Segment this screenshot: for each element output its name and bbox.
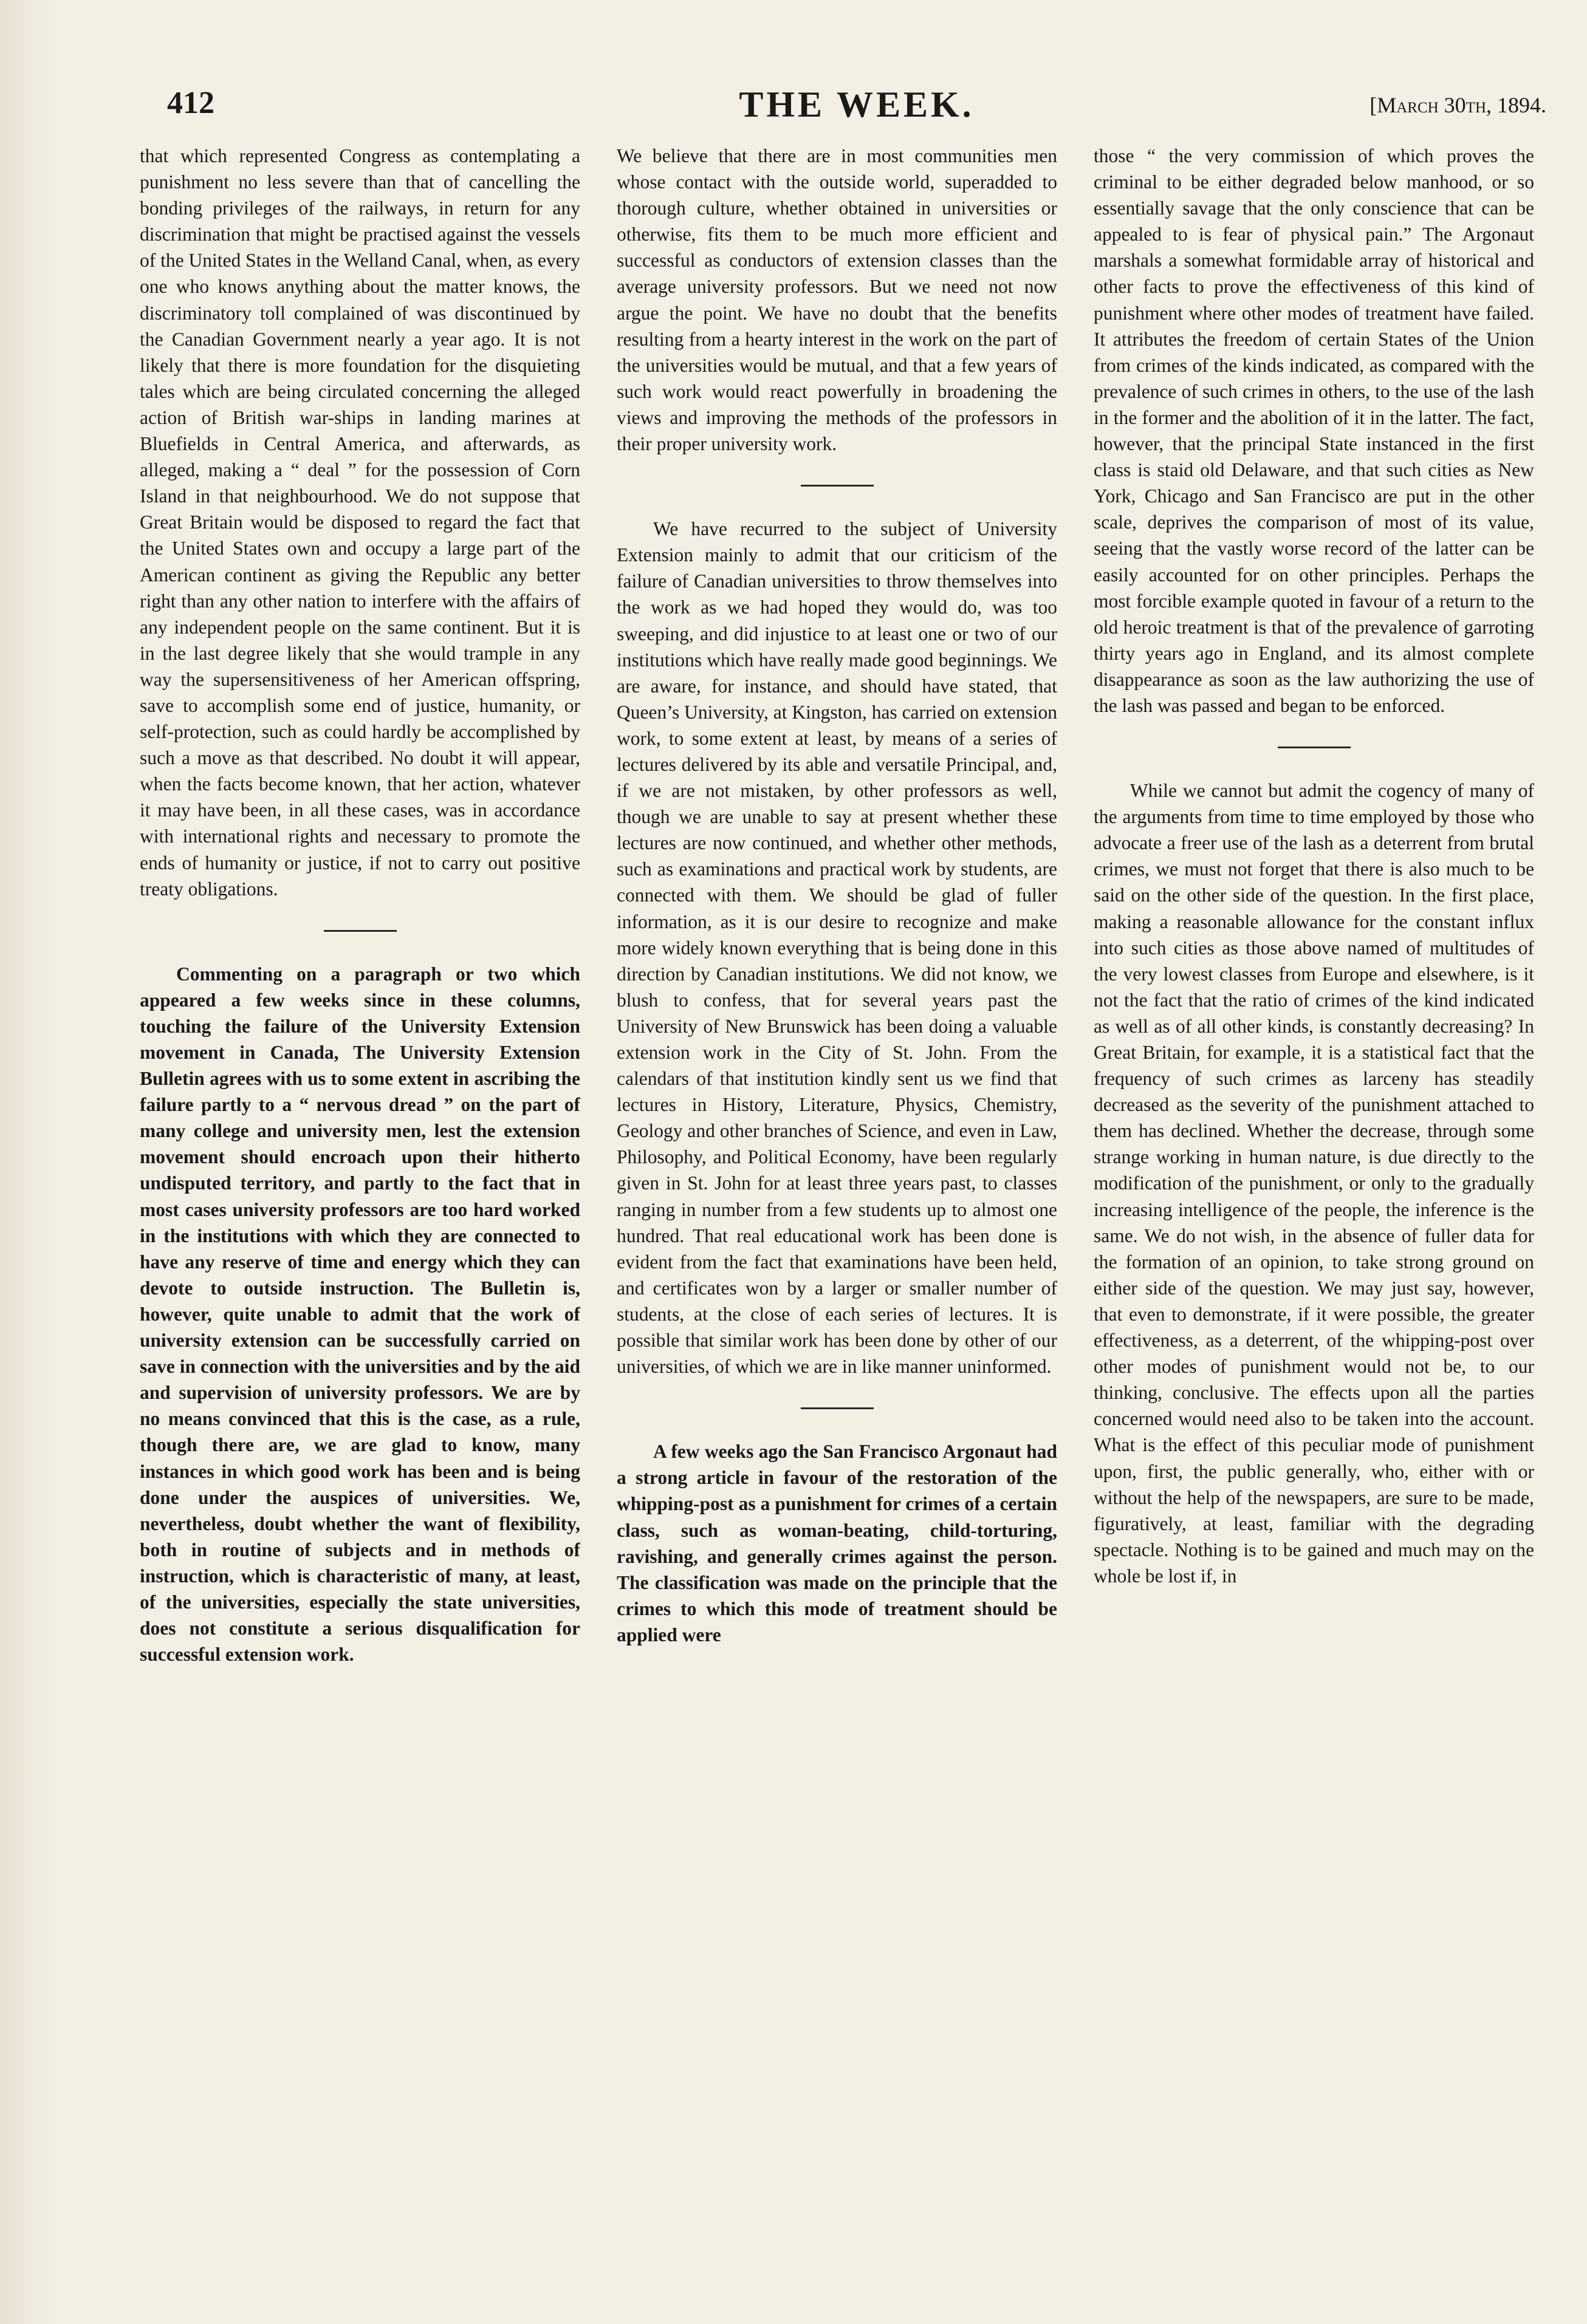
- journal-title: THE WEEK.: [739, 84, 975, 125]
- section-divider: [801, 1407, 874, 1409]
- paragraph-extension-bulletin: Commenting on a paragraph or two which appeared a few weeks since in these columns, touching the failure of the University Extension movement in Canada, The University Extension Bulletin agrees with us to some extent in ascribing the failure partly to a “ nervous dread ” on the part of many college and university men, lest the extension movement should encroach upon their hitherto undisputed territory, and partly to the fact that in most cases university professors are too hard worked in the institutions with which they are connected to have any reserve of time and energy which they can devote to outside instruction. The Bulletin is, however, quite unable to admit that the work of university extension can be successfully carried on save in connection with the universities and by the aid and supervision of university professors. We are by no means convinced that this is the case, as a rule, though there are, we are glad to know, many instances in which good work has been and is being done under the auspices of universities. We, nevertheless, doubt whether the want of flexibility, both in routine of subjects and in methods of instruction, which is characteristic of many, at least, of the universities, especially the state universities, does not constitute a serious disqualification for successful extension work.: [140, 963, 580, 1666]
- article-columns: [140, 143, 1543, 2293]
- column-1: [140, 143, 580, 2293]
- page-margin-shadow: [0, 0, 58, 2324]
- section-divider: [324, 930, 397, 932]
- section-divider: [1278, 747, 1351, 748]
- column-2: [617, 143, 1057, 2293]
- paragraph-argonaut: A few weeks ago the San Francisco Argonaut had a strong article in favour of the restoration of the whipping-post as a punishment for crimes of a certain class, such as woman-beating, child-torturing, ravishing, and generally crimes against the person. The classification was made on the principle that the crimes to which this mode of treatment should be applied were: [617, 1441, 1057, 1646]
- paragraph-communities: We believe that there are in most communities men whose contact with the outside world, superadded to thorough culture, whether obtained in universities or otherwise, fits them to be much more efficient and successful as conductors of extension classes than the average university professors. But we need not now argue the point. We have no doubt that the benefits resulting from a hearty interest in the work on the part of the universities would be mutual, and that a few years of such work would react powerfully in broadening the views and improving the methods of the professors in their proper university work.: [617, 145, 1057, 455]
- section-divider: [801, 485, 874, 487]
- paragraph-lash-argument: those “ the very commission of which proves the criminal to be either degraded below manhood, or so essentially savage that the only conscience that can be appealed to is fear of physical pain.” The Argonaut marshals a somewhat formidable array of historical and other facts to prove the effectiveness of this kind of punishment where other modes of treatment have failed. It attributes the freedom of certain States of the Union from crimes of the kinds indicated, as compared with the prevalence of such crimes in others, to the use of the lash in the former and the abolition of it in the latter. The fact, however, that the principal State instanced in the first class is staid old Delaware, and that such cities as New York, Chicago and San Francisco are put in the other scale, deprives the comparison of most of its value, seeing that the vastly worse record of the latter can be easily accounted for on other principles. Perhaps the most forcible example quoted in favour of a return to the old heroic treatment is that of the prevalence of garroting thirty years ago in England, and its almost complete disappearance as soon as the law authorizing the use of the lash was passed and began to be enforced.: [1094, 145, 1534, 716]
- paragraph-other-side: While we cannot but admit the cogency of many of the arguments from time to time employed by those who advocate a freer use of the lash as a deterrent from brutal crimes, we must not forget that there is also much to be said on the other side of the question. In the first place, making a reasonable allowance for the constant influx into such cities as those above named of multitudes of the very lowest classes from Europe and elsewhere, is it not the fact that the ratio of crimes of the kind indicated as well as of all other kinds, is constantly decreasing? In Great Britain, for example, it is a statistical fact that the frequency of such crimes as larceny has steadily decreased as the severity of the punishment attached to them has declined. Whether the decrease, through some strange working in human nature, is due directly to the modification of the punishment, or only to the gradually increasing intelligence of the people, the inference is the same. We do not wish, in the absence of fuller data for the formation of an opinion, to take strong ground on either side of the question. We may just say, however, that even to demonstrate, if it were possible, the greater effectiveness, as a deterrent, of the whipping-post over other modes of punishment would not be, to our thinking, conclusive. The effects upon all the parties concerned would need also to be taken into the account. What is the effect of this peculiar mode of punishment upon, first, the public generally, who, either with or without the help of the newspapers, are sure to be made, figuratively, at least, familiar with the degrading spectacle. Nothing is to be gained and much may on the whole be lost if, in: [1094, 780, 1534, 1587]
- issue-date: [March 30th, 1894.: [1369, 93, 1546, 117]
- column-3: [1094, 143, 1534, 2293]
- page-header: [167, 79, 1546, 134]
- paragraph-bluefields: that which represented Congress as contemplating a punishment no less severe than that of cancelling the bonding privileges of the railways, in return for any discrimination that might be practised against the vessels of the United States in the Welland Canal, when, as every one who knows anything about the matter knows, the discriminatory toll complained of was discontinued by the Canadian Government nearly a year ago. It is not likely that there is more foundation for the disquieting tales which are being circulated concerning the alleged action of British war-ships in landing marines at Bluefields in Central America, and afterwards, as alleged, making a “ deal ” for the possession of Corn Island in that neighbourhood. We do not suppose that Great Britain would be disposed to regard the fact that the United States own and occupy a large part of the American continent as giving the Republic any better right than any other nation to interfere with the affairs of any independent people on the same continent. But it is in the last degree likely that she would trample in any way the supersensitiveness of her American offspring, save to accomplish some end of justice, humanity, or self-protection, such as could hardly be accomplished by such a move as that described. No doubt it will appear, when the facts become known, that her action, whatever it may have been, in all these cases, was in accordance with international rights and necessary to promote the ends of humanity or justice, if not to carry out positive treaty obligations.: [140, 145, 580, 900]
- paragraph-university-extension: We have recurred to the subject of University Extension mainly to admit that our criticism of the failure of Canadian universities to throw themselves into the work as we had hoped they would do, was too sweeping, and did injustice to at least one or two of our institutions which have really made good beginnings. We are aware, for instance, and should have stated, that Queen’s University, at Kingston, has carried on extension work, to some extent at least, by means of a series of lectures delivered by its able and versatile Principal, and, if we are not mistaken, by other professors as well, though we are unable to say at present whether these lectures are now continued, and whether other methods, such as examinations and practical work by students, are connected with them. We should be glad of fuller information, as it is our desire to recognize and make more widely known everything that is being done in this direction by Canadian institutions. We did not know, we blush to confess, that for several years past the University of New Brunswick has been doing a valuable extension work in the City of St. John. From the calendars of that institution kindly sent us we find that lectures in History, Literature, Physics, Chemistry, Geology and other branches of Science, and even in Law, Philosophy, and Political Economy, have been regularly given in St. John for at least three years past, to classes ranging in number from a few students up to almost one hundred. That real educational work has been done is evident from the fact that examinations have been held, and certificates won by a larger or smaller number of students, at the close of each series of lectures. It is possible that similar work has been done by other of our universities, of which we are in like manner uninformed.: [617, 518, 1057, 1378]
- page-number: 412: [167, 86, 214, 120]
